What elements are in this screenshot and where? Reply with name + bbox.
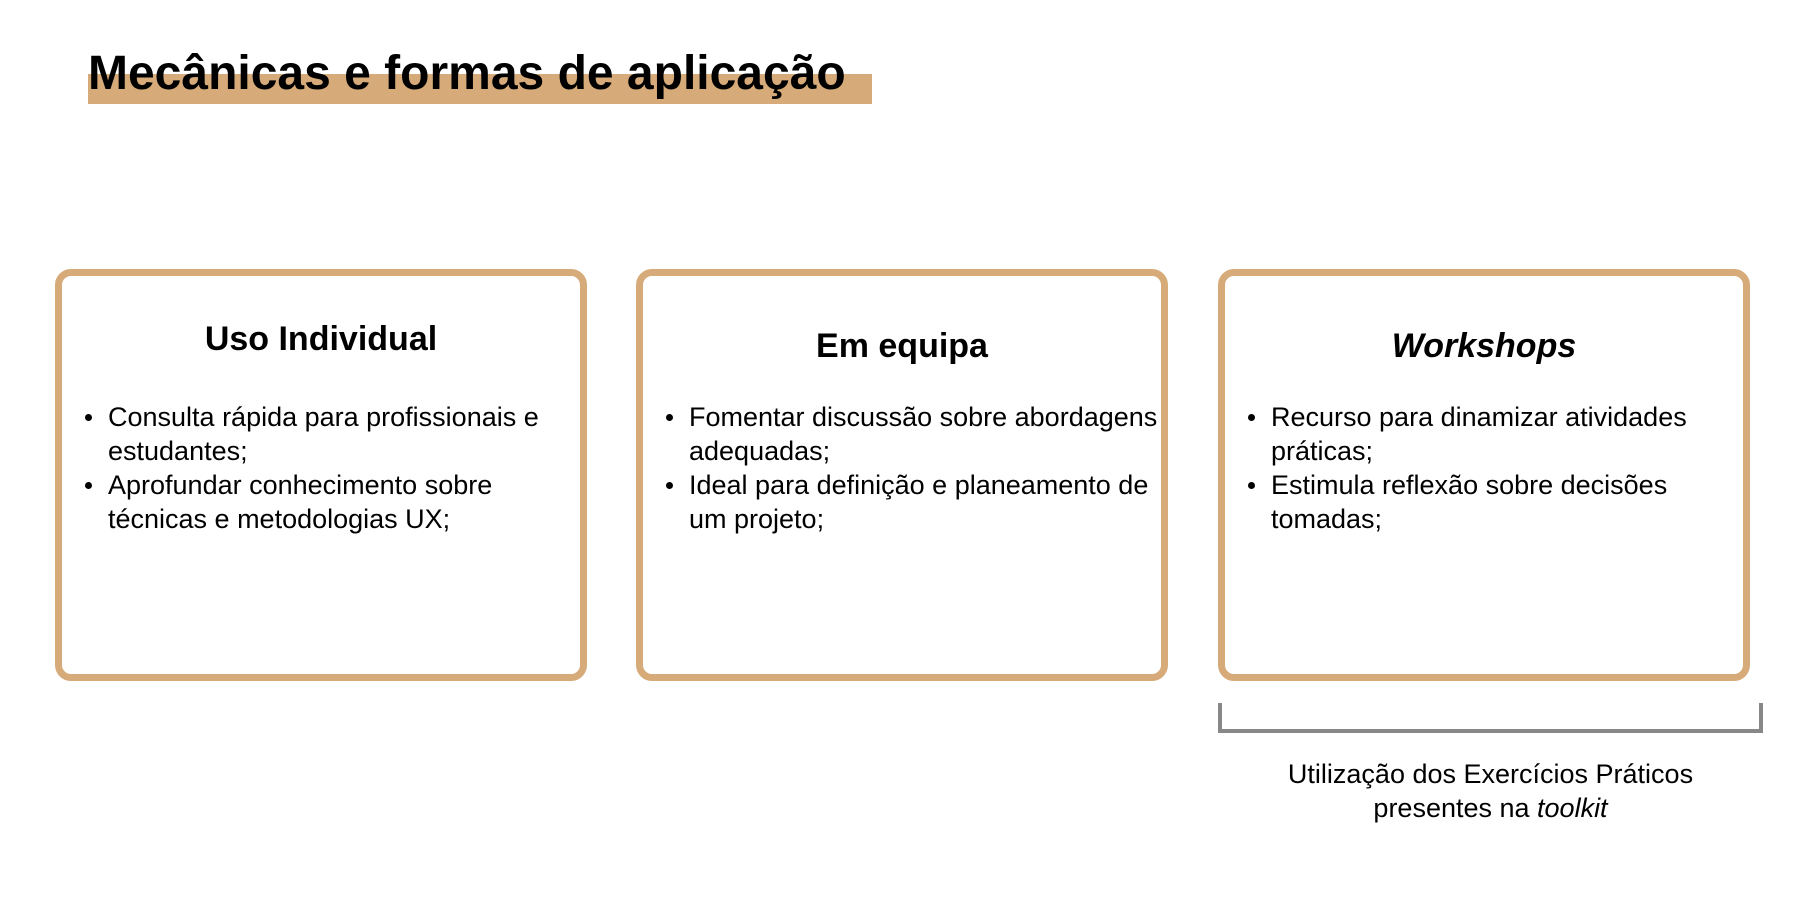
list-item: Fomentar discussão sobre abordagens adequadas; — [689, 400, 1179, 468]
card-bullet-list — [643, 400, 1179, 536]
workshops-note — [1218, 757, 1763, 825]
card-title: Uso Individual — [204, 320, 438, 358]
card-workshops — [1218, 269, 1750, 681]
list-item: Consulta rápida para profissionais e estudantes; — [108, 400, 588, 468]
note-line-2-prefix: presentes na — [1373, 793, 1538, 823]
card-title: Em equipa — [816, 327, 988, 365]
list-item: Estimula reflexão sobre decisões tomadas; — [1271, 468, 1751, 536]
list-item: Aprofundar conhecimento sobre técnicas e metodologias UX; — [108, 468, 588, 536]
note-line-1: Utilização dos Exercícios Práticos — [1287, 759, 1694, 789]
page-title-block — [88, 44, 846, 114]
note-line-2-emphasis: toolkit — [1537, 793, 1608, 823]
page-title: Mecânicas e formas de aplicação — [88, 47, 846, 100]
list-item: Ideal para definição e planeamento de um projeto; — [689, 468, 1179, 536]
card-bullet-list — [62, 400, 588, 536]
card-em-equipa — [636, 269, 1168, 681]
card-bullet-list — [1225, 400, 1751, 536]
card-uso-individual — [55, 269, 587, 681]
card-title: Workshops — [1391, 327, 1577, 365]
workshops-bracket — [1218, 703, 1763, 733]
list-item: Recurso para dinamizar atividades práticas; — [1271, 400, 1751, 468]
